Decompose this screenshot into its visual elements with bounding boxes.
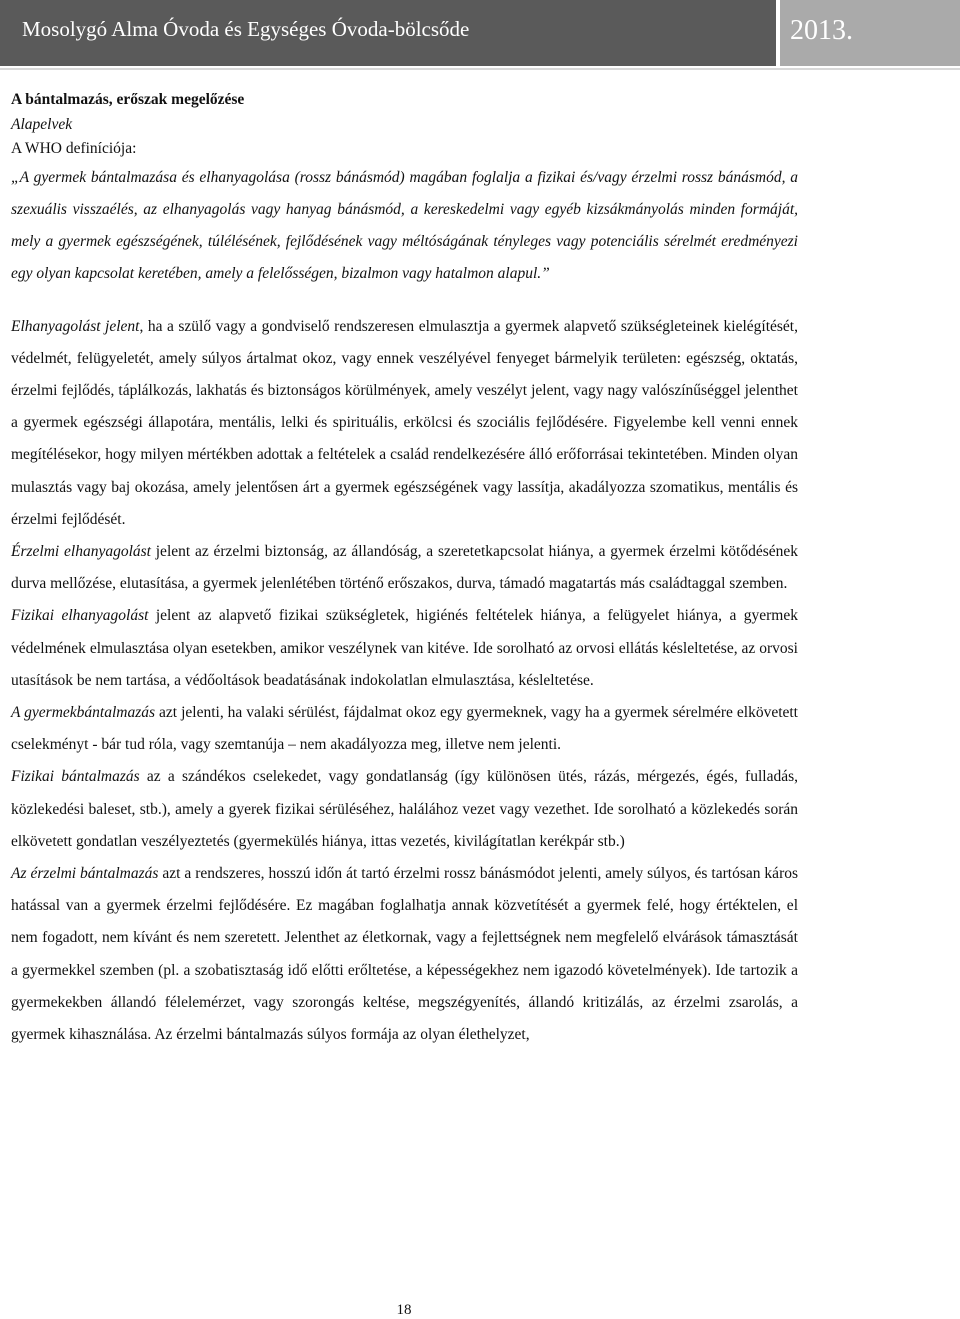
paragraph-erzelmi-elhanyagolas xyxy=(11,536,798,600)
paragraph-fizikai-elhanyagolas xyxy=(11,600,798,697)
text-erzelmi-bantalmazas: azt a rendszeres, hosszú időn át tartó érzelmi rossz bánásmódot jelenti, amely súlyos, és tartósan káros hatással van a gyermek érzelmi fejlődésére. Ez magában foglalhatja annak közvetítését a gyermek felé, hogy értéktelen, el nem fogadott, nem kívánt és nem szeretett. Jelenthet az életkornak, vagy a fejlettségnek nem megfelelő elvárások támasztását a gyermekkel szemben (pl. a szobatisztaság idő előtti erőltetése, a képességekhez nem igazodó követelmények). Ide tartozik a gyermekekben állandó félelemérzet, vagy szorongás keltése, megszégyenítés, állandó kritizálás, az érzelmi zsarolás, a gyermek kihasználása. Az érzelmi bántalmazás súlyos formája az olyan élethelyzet, xyxy=(11,865,799,1044)
paragraph-elhanyagolas xyxy=(11,311,798,536)
document-header-title: Mosolygó Alma Óvoda és Egységes Óvoda-bölcsőde xyxy=(0,0,776,66)
header-divider xyxy=(0,68,960,70)
text-erzelmi-elhanyagolas: jelent az érzelmi biztonság, az állandóság, a szeretetkapcsolat hiánya, a gyermek érzelmi kötődésének durva mellőzése, elutasítása, a gyermek jelenlétében történő erőszakos, durva, támadó magatartás más családtaggal szemben. xyxy=(11,543,798,593)
page-content xyxy=(11,88,798,1051)
paragraph-fizikai-bantalmazas xyxy=(11,761,798,858)
term-elhanyagolas: Elhanyagolást jelent xyxy=(11,317,140,335)
paragraph-gyermekbantalmazas xyxy=(11,697,798,761)
term-fizikai-elhanyagolas: Fizikai elhanyagolást xyxy=(11,607,149,625)
text-gyermekbantalmazas: azt jelenti, ha valaki sérülést, fájdalmat okoz egy gyermeknek, vagy ha a gyermek sérelmére elkövetett cselekményt - bár tud róla, vagy szemtanúja – nem akadályozza meg, illetve nem jelenti. xyxy=(11,704,798,754)
term-erzelmi-elhanyagolas: Érzelmi elhanyagolást xyxy=(11,543,151,561)
term-erzelmi-bantalmazas: Az érzelmi bántalmazás xyxy=(11,865,159,883)
paragraph-spacer xyxy=(11,291,798,311)
paragraph-erzelmi-bantalmazas xyxy=(11,858,798,1051)
text-fizikai-bantalmazas: az a szándékos cselekedet, vagy gondatlanság (így különösen ütés, rázás, mérgezés, égés, fulladás, közlekedési baleset, stb.), amely a gyerek fizikai sérüléséhez, halálához vezet vagy vezethet. Ide sorolható a közlekedés során elkövetett gondatlan veszélyeztetés (gyermekülés hiánya, ittas vezetés, kivilágítatlan kerékpár stb.) xyxy=(11,768,798,850)
document-header-year: 2013. xyxy=(780,0,960,66)
section-title: A bántalmazás, erőszak megelőzése xyxy=(11,91,245,109)
page-number: 18 xyxy=(396,1302,412,1318)
who-definition-label: A WHO definíciója: xyxy=(11,140,137,158)
term-fizikai-bantalmazas: Fizikai bántalmazás xyxy=(11,768,140,786)
term-gyermekbantalmazas: A gyermekbántalmazás xyxy=(11,704,156,722)
text-elhanyagolas: , ha a szülő vagy a gondviselő rendszeresen elmulasztja a gyermek alapvető szükségleteinek kielégítését, védelmét, felügyeletét, amely súlyos ártalmat okoz, vagy ennek veszélyével fenyeget bármelyik területen: egészség, oktatás, érzelmi fejlődés, táplálkozás, lakhatás és biztonságos körülmények, amely veszélyt jelent, vagy nagy valószínűséggel jelenthet a gyermek egészségi állapotára, mentális, lelki és spirituális, erkölcsi és szociális fejlődésére. Figyelembe kell venni ennek megítélésekor, hogy milyen mértékben adottak a feltételek a család rendelkezésére álló erőforrásai tekintetében. Minden olyan mulasztás vagy baj okozása, amely jelentősen árt a gyermek egészségének vagy lassítja, akadályozza szomatikus, mentális és érzelmi fejlődését. xyxy=(11,317,798,528)
subsection-title: Alapelvek xyxy=(11,115,73,133)
text-fizikai-elhanyagolas: jelent az alapvető fizikai szükségletek, higiénés feltételek hiánya, a felügyelet hiánya, a gyermek védelmének elmulasztása olyan esetekben, amikor veszélynek van kitéve. Ide sorolható az orvosi ellátás késleltetése, az orvosi utasítások be nem tartása, a védőoltások beadatásának indokolatlan elmulasztása, késleltetése. xyxy=(11,607,798,689)
who-definition-quote: „A gyermek bántalmazása és elhanyagolása (rossz bánásmód) magában foglalja a fizikai és/vagy érzelmi rossz bánásmód, a szexuális visszaélés, az elhanyagolás vagy hanyag bánásmód, a kereskedelmi vagy egyéb kizsákmányolás minden formáját, mely a gyermek egészségének, túlélésének, fejlődésének vagy méltóságának tényleges vagy potenciális sérelmét eredményezi egy olyan kapcsolat keretében, amely a felelősségen, bizalmon vagy hatalmon alapul.” xyxy=(11,168,798,283)
page-header xyxy=(0,0,960,70)
